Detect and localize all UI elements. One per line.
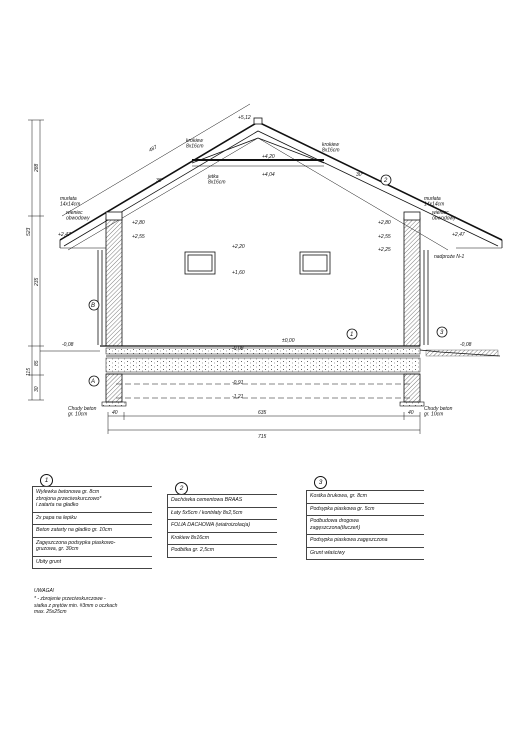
legend-2 (167, 494, 277, 558)
note-body: * - zbrojenie przeciwskurczowe - siatka z prętów min. #3mm o oczkach max. 25x25cm (34, 596, 118, 615)
legend-2-row-1: Dachówka cementowa BRAAS (168, 494, 277, 508)
legend-3-row-5: Grunt właściwy (307, 548, 424, 561)
dim-635: 635 (258, 410, 267, 416)
level-247-left: +2,47 (58, 232, 71, 238)
level-225-right: +2,25 (378, 247, 391, 253)
legend-3-row-3: Podbudowa drogowa zagęszczona(tłuczeń) (307, 516, 424, 535)
dim-715: 715 (258, 434, 267, 440)
label-beton-left (68, 406, 97, 418)
legend-1-row-3: Beton zatarty na gładko gr. 10cm (33, 525, 152, 538)
dim-30: 30 (34, 386, 40, 392)
level-tie-top: +4,20 (262, 154, 275, 160)
legend-3-frame (306, 490, 424, 560)
legend-3-row-2: Podsypka piaskowa gr. 5cm (307, 504, 424, 517)
legend-2-row-4: Krokiew 8x16cm (168, 533, 277, 546)
dim-523: 523 (26, 227, 32, 236)
label-wieniec-right-text-line-2: obwodowy (432, 215, 456, 222)
legend-2-row-2: Łaty 5x5cm / kontrłaty 8x2,5cm (168, 508, 277, 521)
label-wieniec-right (432, 210, 456, 222)
dim-40-right: 40 (408, 410, 414, 416)
label-murlata-right-text-line-2: 14x14cm (424, 201, 445, 208)
legend-2-frame (167, 494, 277, 558)
label-nadproze: nadproże N-1 (434, 254, 465, 260)
legend-2-row-3: FOLIA DACHOWA (wiatroizolacja) (168, 520, 277, 533)
label-murlata-left-text: murłata (60, 196, 77, 202)
level-280-left: +2,80 (132, 220, 145, 226)
dim-115: 115 (26, 368, 32, 376)
label-beton-left-text-line-2: gr. 10cm (68, 411, 88, 418)
dim-40-left: 40 (112, 410, 118, 416)
label-beton-right-text-line-2: gr. 10cm (424, 411, 444, 418)
label-krokiew-left (186, 138, 204, 150)
level-255-right: +2,55 (378, 234, 391, 240)
angle-left: 30° (156, 178, 164, 184)
legend-1 (32, 486, 152, 569)
label-beton-right (424, 406, 453, 418)
legend-3-row-4: Podsypka piaskowa zagęszczona (307, 535, 424, 548)
walls (98, 212, 428, 346)
legend-3-badge: 3 (314, 476, 327, 489)
legend-1-row-5: Ubity grunt (33, 557, 152, 570)
label-krokiew-right (322, 142, 340, 154)
level-tie-bottom: +4,04 (262, 172, 275, 178)
label-murlata-right (424, 196, 444, 208)
label-wieniec-left-text-line-2: obwodowy (66, 215, 90, 222)
level-280-right: +2,80 (378, 220, 391, 226)
marker-2: 2 (384, 178, 388, 184)
label-jetka-text: jetka (208, 174, 219, 180)
legend-1-row-1: Wylewka betonowa gr. 8cm zbrojona przeciwskurczowo* i zatarta na gładko (33, 486, 152, 513)
legend-1-row-2: 2x papa na lepiku (33, 513, 152, 526)
dim-235: 235 (34, 277, 40, 286)
label-krokiew-right-text-line-2: 8x16cm (322, 147, 340, 154)
level-255-left: +2,55 (132, 234, 145, 240)
level-ridge: +5,12 (238, 115, 251, 121)
marker-3: 3 (440, 330, 444, 336)
level-m008-outer-left: -0,08 (62, 342, 74, 348)
marker-1: 1 (350, 332, 354, 338)
label-jetka (207, 174, 226, 186)
legend-1-frame (32, 486, 152, 569)
label-beton-left-text: Chudy beton (68, 406, 97, 412)
label-jetka-text-line-2: 8x16cm (208, 179, 226, 186)
label-murlata-left-text-line-2: 14x14cm (60, 201, 81, 208)
legend-1-row-4: Zagęszczona podsypka piaskowo- gruzowa, gr. 30cm (33, 538, 152, 557)
legend-2-badge: 2 (175, 482, 188, 495)
dimension-lines (28, 104, 420, 434)
level-220: +2,20 (232, 244, 245, 250)
label-wieniec-right-text: wieniec (432, 210, 449, 216)
legend-3-row-1: Kostka brukowa, gr. 8cm (307, 490, 424, 504)
legend-3 (306, 490, 424, 560)
label-murlata-right-text: murłata (424, 196, 441, 202)
label-wieniec-left (66, 210, 90, 222)
level-m008-right: -0,08 (460, 342, 472, 348)
dim-85: 85 (34, 360, 40, 366)
level-247-right: +2,47 (452, 232, 465, 238)
label-beton-right-text: Chudy beton (424, 406, 453, 412)
level-zero: ±0,00 (282, 338, 295, 344)
label-wieniec-left-text: wieniec (66, 210, 83, 216)
axis-a: A (91, 379, 96, 385)
label-krokiew-left-text-line-2: 8x16cm (186, 143, 204, 150)
dim-288: 288 (34, 163, 40, 172)
level-m121: -1,21 (232, 394, 244, 400)
legend-2-row-5: Podbitka gr. 2,5cm (168, 545, 277, 558)
roof (60, 118, 502, 250)
floor-slab (40, 346, 500, 406)
dim-487: 487 (148, 144, 159, 154)
level-m091: -0,91 (232, 380, 244, 386)
windows (185, 252, 330, 274)
legend-1-badge: 1 (40, 474, 53, 487)
section-markers (89, 175, 447, 386)
label-krokiew-left-text: krokiew (186, 138, 203, 144)
level-160: +1,60 (232, 270, 245, 276)
level-m008-inner: -0,08 (232, 346, 244, 352)
label-murlata-left (60, 196, 80, 208)
angle-right: 30° (356, 172, 364, 178)
label-krokiew-right-text: krokiew (322, 142, 339, 148)
note-title: UWAGA! (34, 588, 55, 594)
axis-b: B (91, 303, 96, 309)
